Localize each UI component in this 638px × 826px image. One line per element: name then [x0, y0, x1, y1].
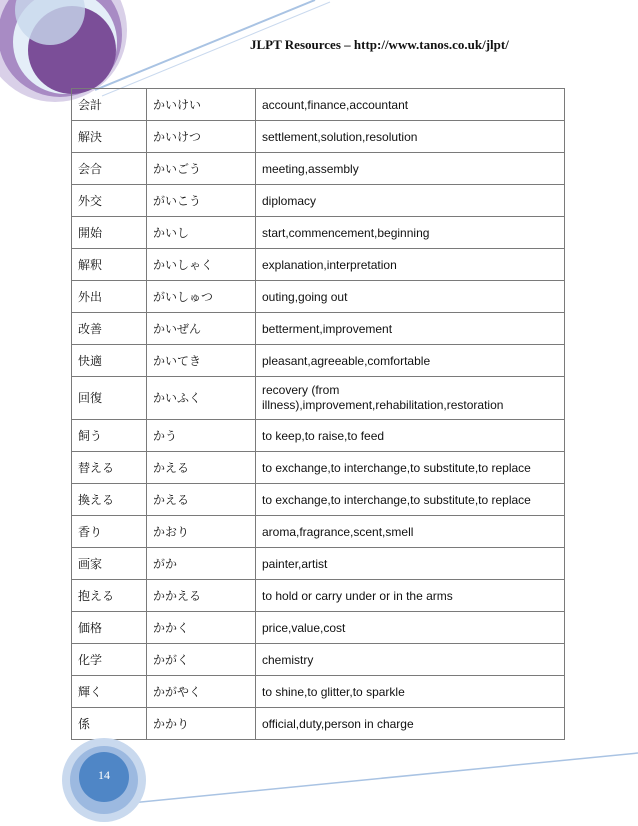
reading-cell: かがやく: [147, 676, 256, 708]
reading-cell: かいけい: [147, 89, 256, 121]
reading-cell: かいふく: [147, 377, 256, 420]
meaning-cell: explanation,interpretation: [256, 249, 565, 281]
reading-cell: かかり: [147, 708, 256, 740]
table-row: [72, 612, 565, 644]
table-row: [72, 249, 565, 281]
table-row: [72, 121, 565, 153]
reading-cell: がか: [147, 548, 256, 580]
table-row: [72, 452, 565, 484]
reading-cell: かえる: [147, 484, 256, 516]
meaning-cell: pleasant,agreeable,comfortable: [256, 345, 565, 377]
kanji-cell: 抱える: [72, 580, 147, 612]
kanji-cell: 改善: [72, 313, 147, 345]
reading-cell: かかえる: [147, 580, 256, 612]
table-row: [72, 185, 565, 217]
reading-cell: かかく: [147, 612, 256, 644]
reading-cell: かいぜん: [147, 313, 256, 345]
reading-cell: かえる: [147, 452, 256, 484]
meaning-cell: to keep,to raise,to feed: [256, 420, 565, 452]
table-row: [72, 217, 565, 249]
meaning-cell: account,finance,accountant: [256, 89, 565, 121]
meaning-cell: start,commencement,beginning: [256, 217, 565, 249]
table-row: [72, 484, 565, 516]
kanji-cell: 会合: [72, 153, 147, 185]
meaning-cell: painter,artist: [256, 548, 565, 580]
reading-cell: かいしゃく: [147, 249, 256, 281]
reading-cell: かう: [147, 420, 256, 452]
reading-cell: かいごう: [147, 153, 256, 185]
reading-cell: がいこう: [147, 185, 256, 217]
page-number: 14: [98, 768, 110, 782]
table-row: [72, 548, 565, 580]
meaning-cell: price,value,cost: [256, 612, 565, 644]
meaning-cell: meeting,assembly: [256, 153, 565, 185]
table-row: [72, 644, 565, 676]
table-row: [72, 313, 565, 345]
table-row: [72, 153, 565, 185]
kanji-cell: 解釈: [72, 249, 147, 281]
reading-cell: がいしゅつ: [147, 281, 256, 313]
reading-cell: かいてき: [147, 345, 256, 377]
meaning-cell: to exchange,to interchange,to substitute,to replace: [256, 452, 565, 484]
table-row: [72, 420, 565, 452]
table-row: [72, 516, 565, 548]
meaning-cell: to hold or carry under or in the arms: [256, 580, 565, 612]
vocabulary-table: [71, 88, 565, 740]
kanji-cell: 外出: [72, 281, 147, 313]
meaning-cell: to shine,to glitter,to sparkle: [256, 676, 565, 708]
meaning-cell: betterment,improvement: [256, 313, 565, 345]
kanji-cell: 快適: [72, 345, 147, 377]
meaning-cell: recovery (from illness),improvement,rehabilitation,restoration: [256, 377, 565, 420]
kanji-cell: 替える: [72, 452, 147, 484]
kanji-cell: 画家: [72, 548, 147, 580]
kanji-cell: 換える: [72, 484, 147, 516]
kanji-cell: 外交: [72, 185, 147, 217]
table-row: [72, 580, 565, 612]
kanji-cell: 化学: [72, 644, 147, 676]
reading-cell: かいけつ: [147, 121, 256, 153]
table-row: [72, 676, 565, 708]
meaning-cell: aroma,fragrance,scent,smell: [256, 516, 565, 548]
kanji-cell: 会計: [72, 89, 147, 121]
meaning-cell: settlement,solution,resolution: [256, 121, 565, 153]
meaning-cell: official,duty,person in charge: [256, 708, 565, 740]
meaning-cell: to exchange,to interchange,to substitute,to replace: [256, 484, 565, 516]
table-row: [72, 281, 565, 313]
page-header-title: JLPT Resources – http://www.tanos.co.uk/jlpt/: [250, 37, 509, 52]
reading-cell: かいし: [147, 217, 256, 249]
table-row: [72, 345, 565, 377]
kanji-cell: 係: [72, 708, 147, 740]
table-row: [72, 377, 565, 420]
kanji-cell: 香り: [72, 516, 147, 548]
kanji-cell: 飼う: [72, 420, 147, 452]
kanji-cell: 開始: [72, 217, 147, 249]
kanji-cell: 解決: [72, 121, 147, 153]
table-row: [72, 89, 565, 121]
meaning-cell: outing,going out: [256, 281, 565, 313]
meaning-cell: chemistry: [256, 644, 565, 676]
meaning-cell: diplomacy: [256, 185, 565, 217]
reading-cell: かおり: [147, 516, 256, 548]
kanji-cell: 回復: [72, 377, 147, 420]
kanji-cell: 輝く: [72, 676, 147, 708]
reading-cell: かがく: [147, 644, 256, 676]
kanji-cell: 価格: [72, 612, 147, 644]
